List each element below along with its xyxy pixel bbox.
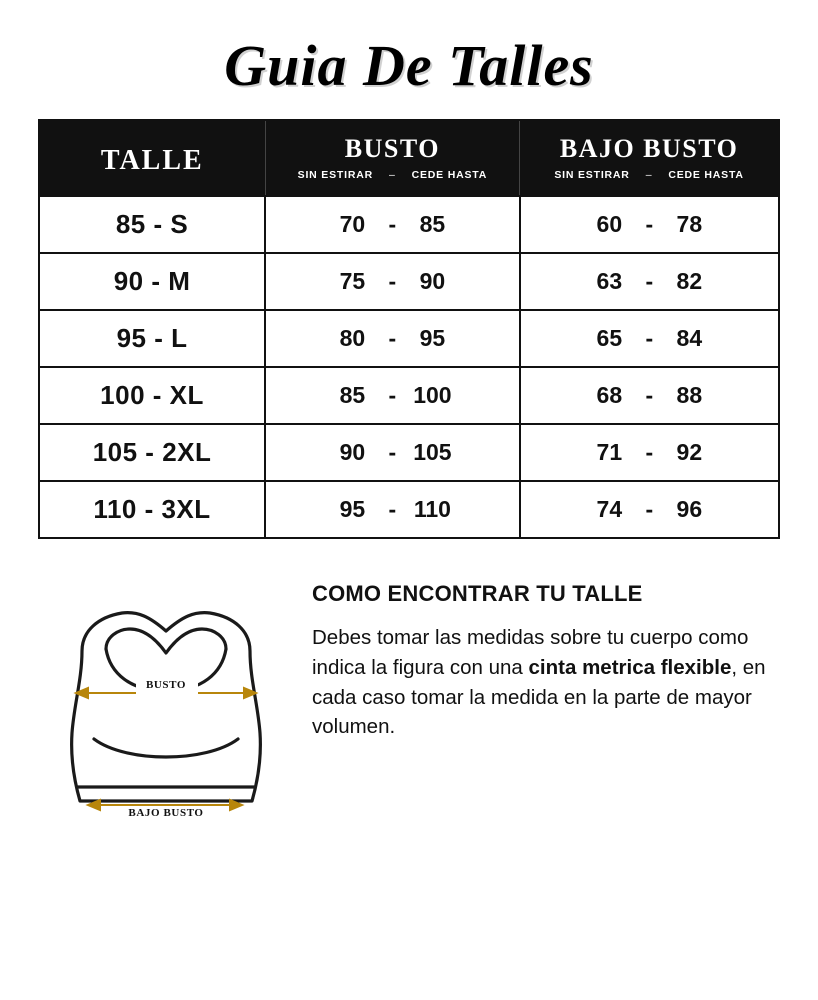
header-bajo-busto-sub-right: CEDE HASTA [668,169,744,182]
cell-busto [265,310,520,367]
cell-busto [265,481,520,537]
size-table-header [40,121,778,196]
table-row [40,481,778,537]
cell-bajo-busto [520,253,778,310]
cell-talle: 105 - 2XL [40,424,265,481]
cell-talle: 100 - XL [40,367,265,424]
cell-bajo-sep: - [645,439,654,466]
cell-busto [265,196,520,253]
sports-bra-diagram [38,575,294,849]
cell-bajo-busto [520,481,778,537]
cell-bajo-max: 96 [676,496,703,523]
table-row [40,310,778,367]
cell-bajo-sep: - [645,496,654,523]
header-busto-label: BUSTO [344,133,440,163]
cell-bajo-min: 74 [596,496,623,523]
cell-busto-sep: - [388,211,397,238]
cell-talle: 85 - S [40,196,265,253]
cell-busto [265,367,520,424]
cell-talle: 95 - L [40,310,265,367]
cell-bajo-max: 84 [676,325,703,352]
table-row [40,367,778,424]
cell-busto-max: 110 [413,496,451,523]
cell-busto-sep: - [388,382,397,409]
cell-bajo-sep: - [645,325,654,352]
cell-busto-max: 90 [419,268,446,295]
table-row [40,424,778,481]
cell-busto-sep: - [388,496,397,523]
cell-bajo-max: 88 [676,382,703,409]
header-bajo-busto-sub-dash: – [645,169,653,182]
bajo-busto-label: BAJO BUSTO [128,807,204,820]
instructions-text-part1: Debes tomar las medidas sobre tu cuerpo como indica la figura con una [312,626,749,679]
header-busto-sub [270,169,516,181]
bottom-section [38,575,780,849]
cell-busto-min: 85 [339,382,366,409]
header-talle [40,121,265,196]
cell-busto-sep: - [388,439,397,466]
cell-bajo-min: 71 [596,439,623,466]
cell-busto-min: 95 [339,496,366,523]
header-row [40,121,778,196]
instructions-text-part2: , en cada caso tomar la medida en la parte de mayor volumen. [312,655,766,739]
cell-bajo-max: 92 [676,439,703,466]
cell-bajo-min: 63 [596,268,623,295]
cell-busto-max: 105 [413,439,452,466]
cell-bajo-min: 68 [596,382,623,409]
cell-busto-min: 90 [339,439,366,466]
size-table-body [40,196,778,537]
cell-bajo-min: 65 [596,325,623,352]
instructions-heading: COMO ENCONTRAR TU TALLE [312,581,643,607]
cell-busto-min: 70 [339,211,366,238]
cell-bajo-sep: - [645,211,654,238]
page-title: Guia De Talles [224,33,594,98]
instructions-text [312,623,780,742]
cell-busto-sep: - [388,268,397,295]
header-bajo-busto-sub [524,169,774,181]
cell-bajo-min: 60 [596,211,623,238]
cell-bajo-max: 78 [676,211,703,238]
table-row [40,253,778,310]
header-busto-sub-left: SIN ESTIRAR [297,169,373,182]
cell-bajo-busto [520,424,778,481]
cell-busto [265,424,520,481]
cell-busto [265,253,520,310]
cell-bajo-max: 82 [676,268,703,295]
cell-busto-max: 95 [419,325,446,352]
cell-bajo-busto [520,310,778,367]
busto-measure-arrow [38,671,294,715]
instructions-block [312,575,780,742]
header-bajo-busto [520,121,778,196]
cell-bajo-busto [520,367,778,424]
cell-bajo-busto [520,196,778,253]
cell-busto-max: 85 [419,211,446,238]
header-talle-label: TALLE [100,145,204,177]
cell-busto-min: 75 [339,268,366,295]
size-table [40,121,778,537]
cell-busto-min: 80 [339,325,366,352]
cell-busto-max: 100 [413,382,452,409]
cell-busto-sep: - [388,325,397,352]
cell-talle: 90 - M [40,253,265,310]
instructions-text-bold: cinta metrica flexible [528,655,732,679]
header-busto-sub-dash: – [388,169,396,182]
table-row [40,196,778,253]
header-busto-sub-right: CEDE HASTA [411,169,488,182]
busto-label: BUSTO [145,679,187,692]
header-busto [265,121,520,196]
cell-bajo-sep: - [645,382,654,409]
cell-talle: 110 - 3XL [40,481,265,537]
header-bajo-busto-label: BAJO BUSTO [559,133,739,163]
size-table-container [38,119,780,539]
header-bajo-busto-sub-left: SIN ESTIRAR [554,169,630,182]
cell-bajo-sep: - [645,268,654,295]
